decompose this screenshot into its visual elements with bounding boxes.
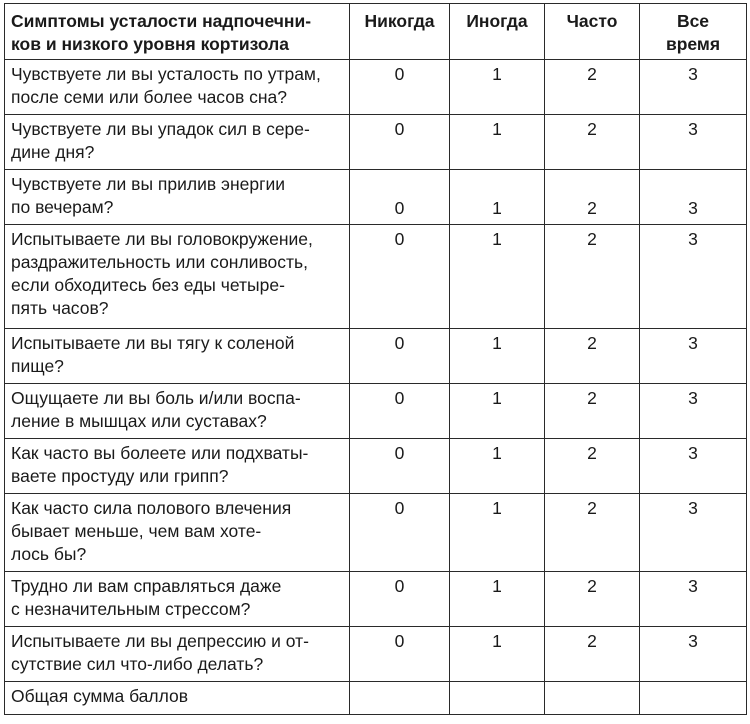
- table-row: [5, 439, 747, 494]
- table-row: [5, 329, 747, 384]
- score-often: 2: [545, 170, 640, 225]
- question-cell: Чувствуете ли вы упадок сил в сере- дине дня?: [5, 115, 350, 170]
- question-cell: Испытываете ли вы головокружение, раздражительность или сонливость, если обходитесь без еды четыре- пять часов?: [5, 225, 350, 329]
- question-cell: Как часто вы болеете или подхваты- ваете простуду или грипп?: [5, 439, 350, 494]
- score-always: 3: [640, 60, 747, 115]
- question-cell: Трудно ли вам справляться даже с незначительным стрессом?: [5, 572, 350, 627]
- score-never: 0: [350, 170, 450, 225]
- score-always: 3: [640, 115, 747, 170]
- score-always: 3: [640, 225, 747, 329]
- question-cell: Чувствуете ли вы прилив энергии по вечерам?: [5, 170, 350, 225]
- header-question: Симптомы усталости надпочечни- ков и низкого уровня кортизола: [5, 4, 350, 60]
- score-sometimes: 1: [450, 627, 545, 682]
- table-row: [5, 627, 747, 682]
- score-often: 2: [545, 627, 640, 682]
- score-never: 0: [350, 329, 450, 384]
- header-often: Часто: [545, 4, 640, 60]
- header-never: Никогда: [350, 4, 450, 60]
- score-always: 3: [640, 384, 747, 439]
- score-often: 2: [545, 384, 640, 439]
- table-row: [5, 494, 747, 572]
- score-always: 3: [640, 170, 747, 225]
- score-never: 0: [350, 225, 450, 329]
- total-label: Общая сумма баллов: [5, 682, 350, 715]
- header-row: [5, 4, 747, 60]
- score-never: 0: [350, 572, 450, 627]
- header-always: Все время: [640, 4, 747, 60]
- score-always: 3: [640, 329, 747, 384]
- score-never: 0: [350, 494, 450, 572]
- score-never: 0: [350, 439, 450, 494]
- table-row: [5, 225, 747, 329]
- score-never: 0: [350, 384, 450, 439]
- score-sometimes: 1: [450, 329, 545, 384]
- total-row: [5, 682, 747, 715]
- question-cell: Как часто сила полового влечения бывает меньше, чем вам хоте- лось бы?: [5, 494, 350, 572]
- total-always-cell: [640, 682, 747, 715]
- table-row: [5, 170, 747, 225]
- table-row: [5, 384, 747, 439]
- score-sometimes: 1: [450, 225, 545, 329]
- score-often: 2: [545, 329, 640, 384]
- score-always: 3: [640, 439, 747, 494]
- score-sometimes: 1: [450, 494, 545, 572]
- symptoms-table: [4, 3, 747, 715]
- score-sometimes: 1: [450, 439, 545, 494]
- score-always: 3: [640, 627, 747, 682]
- question-cell: Испытываете ли вы тягу к соленой пище?: [5, 329, 350, 384]
- score-sometimes: 1: [450, 115, 545, 170]
- score-always: 3: [640, 494, 747, 572]
- score-often: 2: [545, 572, 640, 627]
- total-often-cell: [545, 682, 640, 715]
- score-never: 0: [350, 60, 450, 115]
- score-sometimes: 1: [450, 170, 545, 225]
- table-row: [5, 572, 747, 627]
- question-cell: Ощущаете ли вы боль и/или воспа- ление в мышцах или суставах?: [5, 384, 350, 439]
- score-often: 2: [545, 115, 640, 170]
- table-row: [5, 60, 747, 115]
- score-never: 0: [350, 115, 450, 170]
- table-row: [5, 115, 747, 170]
- score-often: 2: [545, 439, 640, 494]
- score-often: 2: [545, 494, 640, 572]
- score-never: 0: [350, 627, 450, 682]
- total-sometimes-cell: [450, 682, 545, 715]
- header-sometimes: Иногда: [450, 4, 545, 60]
- score-always: 3: [640, 572, 747, 627]
- score-sometimes: 1: [450, 60, 545, 115]
- score-often: 2: [545, 225, 640, 329]
- question-cell: Чувствуете ли вы усталость по утрам, после семи или более часов сна?: [5, 60, 350, 115]
- score-often: 2: [545, 60, 640, 115]
- question-cell: Испытываете ли вы депрессию и от- сутствие сил что-либо делать?: [5, 627, 350, 682]
- total-never-cell: [350, 682, 450, 715]
- score-sometimes: 1: [450, 572, 545, 627]
- score-sometimes: 1: [450, 384, 545, 439]
